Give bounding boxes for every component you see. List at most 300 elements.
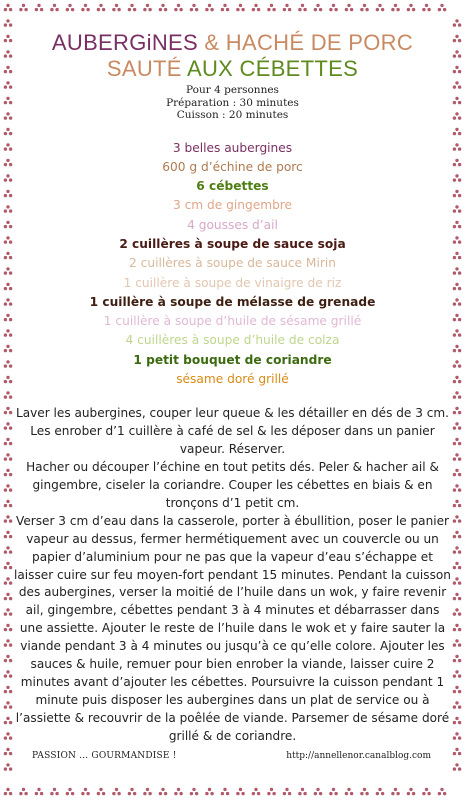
border-dot — [9, 411, 12, 414]
instruction-paragraph: Hacher ou découper l’échine en tout petits dés. Peler & hacher ail & gingembre, ciseler la coriandre. Couper les cébettes en biais & en tronçons d’1 petit cm. — [26, 460, 439, 510]
border-dot — [458, 721, 461, 724]
border-dot — [6, 655, 9, 658]
ingredient-item: 1 cuillère à soupe de vinaigre de riz — [123, 275, 342, 290]
border-dot — [6, 717, 9, 720]
ingredient-item: 3 cm de gingembre — [172, 198, 293, 213]
border-dot — [6, 112, 9, 115]
border-dot — [241, 8, 244, 11]
title-saute: SAUTÉ — [106, 56, 182, 81]
border-dot — [425, 4, 428, 7]
border-dot — [458, 504, 461, 507]
border-dot — [99, 4, 102, 7]
border-dot — [455, 174, 458, 177]
border-dot — [9, 597, 12, 600]
border-dot — [9, 792, 12, 795]
border-dot — [55, 8, 58, 11]
border-dot — [6, 329, 9, 332]
border-dot — [283, 8, 286, 11]
border-dot — [161, 4, 164, 7]
border-dot — [455, 159, 458, 162]
border-dot — [376, 8, 379, 11]
border-dot — [455, 577, 458, 580]
border-dot — [453, 302, 456, 305]
border-dot — [453, 225, 456, 228]
border-dot — [239, 4, 242, 7]
border-dot — [453, 597, 456, 600]
border-dot — [455, 97, 458, 100]
border-dot — [195, 792, 198, 795]
border-dot — [458, 550, 461, 553]
border-dot — [443, 792, 446, 795]
ingredient-item: 6 cébettes — [196, 179, 269, 194]
border-dot — [6, 66, 9, 69]
border-dot — [4, 209, 7, 212]
border-dot — [458, 54, 461, 57]
border-dot — [458, 519, 461, 522]
border-dot — [190, 792, 193, 795]
border-dot — [453, 426, 456, 429]
border-dot — [37, 4, 40, 7]
border-dot — [6, 407, 9, 410]
border-dot — [6, 4, 9, 7]
border-dot — [143, 792, 146, 795]
border-dot — [6, 562, 9, 565]
border-dot — [128, 792, 131, 795]
border-dot — [174, 792, 177, 795]
border-dot — [252, 8, 255, 11]
border-dot — [9, 721, 12, 724]
border-dot — [4, 767, 7, 770]
footer-url: http://annellenor.canalblog.com — [286, 751, 431, 761]
border-dot — [6, 639, 9, 642]
border-dot — [9, 70, 12, 73]
border-dot — [4, 457, 7, 460]
border-dot — [9, 256, 12, 259]
border-dot — [365, 8, 368, 11]
border-dot — [9, 659, 12, 662]
border-dot — [360, 8, 363, 11]
border-dot — [6, 500, 9, 503]
border-dot — [9, 612, 12, 615]
border-dot — [458, 225, 461, 228]
border-dot — [4, 643, 7, 646]
border-dot — [455, 655, 458, 658]
border-dot — [458, 318, 461, 321]
border-dot — [35, 792, 38, 795]
border-dot — [4, 8, 7, 11]
border-dot — [4, 504, 7, 507]
border-dot — [9, 85, 12, 88]
border-dot — [9, 240, 12, 243]
border-dot — [112, 792, 115, 795]
border-dot — [4, 550, 7, 553]
border-dot — [455, 112, 458, 115]
border-dot — [117, 8, 120, 11]
border-dot — [9, 767, 12, 770]
border-dot — [9, 209, 12, 212]
border-dot — [455, 190, 458, 193]
border-dot — [458, 178, 461, 181]
border-dot — [9, 519, 12, 522]
border-dot — [4, 752, 7, 755]
border-dot — [130, 4, 133, 7]
border-dot — [394, 4, 397, 7]
border-dot — [4, 271, 7, 274]
ingredient-item: 4 cuillères à soupe d’huile de colza — [125, 333, 340, 348]
border-dot — [453, 581, 456, 584]
border-dot — [6, 546, 9, 549]
border-dot — [117, 792, 120, 795]
border-dot — [50, 792, 53, 795]
border-dot — [4, 364, 7, 367]
border-dot — [440, 4, 443, 7]
border-dot — [381, 8, 384, 11]
servings: Pour 4 personnes — [186, 84, 279, 96]
border-dot — [455, 360, 458, 363]
border-dot — [102, 792, 105, 795]
border-dot — [133, 8, 136, 11]
border-dot — [9, 488, 12, 491]
prep-time: Préparation : 30 minutes — [166, 96, 299, 109]
border-dot — [22, 788, 25, 791]
border-dot — [50, 8, 53, 11]
border-dot — [455, 562, 458, 565]
border-dot — [363, 788, 366, 791]
border-dot — [254, 788, 257, 791]
border-dot — [453, 457, 456, 460]
border-dot — [4, 225, 7, 228]
border-dot — [412, 792, 415, 795]
border-dot — [24, 8, 27, 11]
border-dot — [455, 438, 458, 441]
title-ampersand: & — [204, 30, 220, 55]
border-dot — [115, 788, 118, 791]
border-dot — [396, 792, 399, 795]
border-dot — [4, 287, 7, 290]
border-dot — [455, 531, 458, 534]
border-dot — [458, 85, 461, 88]
border-dot — [6, 314, 9, 317]
border-dot — [455, 546, 458, 549]
border-dot — [270, 4, 273, 7]
border-dot — [272, 792, 275, 795]
border-dot — [458, 101, 461, 104]
border-dot — [4, 302, 7, 305]
border-dot — [66, 8, 69, 11]
border-dot — [458, 364, 461, 367]
border-dot — [6, 50, 9, 53]
border-dot — [9, 736, 12, 739]
border-dot — [453, 519, 456, 522]
border-dot — [453, 550, 456, 553]
border-dot — [4, 54, 7, 57]
border-dot — [396, 8, 399, 11]
border-dot — [347, 788, 350, 791]
border-dot — [453, 318, 456, 321]
border-dot — [391, 8, 394, 11]
border-dot — [453, 705, 456, 708]
border-dot — [6, 515, 9, 518]
border-dot — [37, 788, 40, 791]
border-dot — [6, 190, 9, 193]
border-dot — [6, 143, 9, 146]
border-dot — [159, 8, 162, 11]
border-dot — [458, 333, 461, 336]
border-dot — [22, 4, 25, 7]
border-dot — [4, 380, 7, 383]
border-dot — [458, 705, 461, 708]
border-dot — [6, 174, 9, 177]
border-dot — [4, 597, 7, 600]
border-dot — [319, 8, 322, 11]
border-dot — [19, 792, 22, 795]
border-dot — [458, 23, 461, 26]
border-dot — [453, 116, 456, 119]
border-dot — [6, 19, 9, 22]
border-dot — [453, 209, 456, 212]
border-dot — [270, 788, 273, 791]
border-dot — [422, 792, 425, 795]
border-dot — [458, 581, 461, 584]
border-dot — [4, 23, 7, 26]
border-dot — [422, 8, 425, 11]
border-dot — [4, 705, 7, 708]
border-dot — [9, 395, 12, 398]
border-dot — [453, 566, 456, 569]
border-dot — [221, 792, 224, 795]
border-dot — [223, 4, 226, 7]
border-dot — [130, 788, 133, 791]
border-dot — [4, 628, 7, 631]
border-dot — [458, 302, 461, 305]
border-dot — [6, 577, 9, 580]
border-dot — [9, 457, 12, 460]
border-dot — [334, 792, 337, 795]
border-dot — [453, 70, 456, 73]
border-dot — [4, 163, 7, 166]
border-dot — [6, 748, 9, 751]
border-dot — [455, 128, 458, 131]
border-dot — [453, 380, 456, 383]
recipe-meta — [14, 84, 451, 122]
border-dot — [314, 8, 317, 11]
border-dot — [40, 8, 43, 11]
instruction-paragraph: Laver les aubergines, couper leur queue & les détailler en dés de 3 cm. Les enrober d’1 cuillère à café de sel & les déposer dans un panier vapeur. Réserver. — [15, 406, 450, 457]
border-dot — [6, 391, 9, 394]
border-dot — [458, 752, 461, 755]
border-dot — [409, 4, 412, 7]
border-dot — [453, 473, 456, 476]
border-dot — [453, 256, 456, 259]
border-dot — [4, 395, 7, 398]
ingredient-item: sésame doré grillé — [176, 372, 289, 387]
border-dot — [66, 792, 69, 795]
border-dot — [4, 535, 7, 538]
border-dot — [55, 792, 58, 795]
border-dot — [146, 4, 149, 7]
border-dot — [164, 8, 167, 11]
border-dot — [9, 54, 12, 57]
border-dot — [453, 333, 456, 336]
border-dot — [314, 792, 317, 795]
border-dot — [303, 792, 306, 795]
recipe-title — [14, 30, 451, 82]
border-dot — [9, 643, 12, 646]
border-dot — [190, 8, 193, 11]
border-dot — [9, 473, 12, 476]
border-dot — [458, 287, 461, 290]
border-dot — [102, 8, 105, 11]
border-dot — [453, 721, 456, 724]
border-dot — [6, 81, 9, 84]
border-dot — [4, 659, 7, 662]
border-dot — [332, 4, 335, 7]
border-dot — [288, 792, 291, 795]
border-dot — [6, 608, 9, 611]
title-aux-cebettes: AUX CÉBETTES — [186, 56, 359, 81]
border-dot — [6, 484, 9, 487]
border-dot — [9, 271, 12, 274]
border-dot — [6, 701, 9, 704]
title-line-1 — [14, 30, 451, 56]
recipe-content — [14, 30, 451, 746]
border-dot — [4, 333, 7, 336]
border-dot — [84, 4, 87, 7]
border-dot — [378, 788, 381, 791]
border-dot — [9, 535, 12, 538]
border-dot — [453, 240, 456, 243]
border-dot — [223, 788, 226, 791]
border-dot — [9, 705, 12, 708]
border-dot — [455, 686, 458, 689]
border-dot — [453, 643, 456, 646]
border-dot — [458, 597, 461, 600]
title-hache-de-porc: HACHÉ DE PORC — [225, 30, 414, 55]
border-dot — [453, 535, 456, 538]
border-dot — [4, 736, 7, 739]
border-dot — [455, 422, 458, 425]
border-dot — [288, 8, 291, 11]
border-dot — [455, 267, 458, 270]
border-dot — [195, 8, 198, 11]
border-dot — [453, 504, 456, 507]
border-dot — [363, 4, 366, 7]
border-dot — [453, 674, 456, 677]
ingredient-item: 1 cuillère à soupe de mélasse de grenade — [89, 294, 376, 309]
border-dot — [453, 736, 456, 739]
border-dot — [458, 442, 461, 445]
border-dot — [112, 8, 115, 11]
border-dot — [4, 411, 7, 414]
border-dot — [425, 788, 428, 791]
border-dot — [427, 792, 430, 795]
ingredient-item: 1 cuillère à soupe d’huile de sésame grillé — [103, 314, 362, 329]
border-dot — [458, 767, 461, 770]
border-dot — [236, 792, 239, 795]
border-dot — [4, 178, 7, 181]
border-dot — [455, 221, 458, 224]
border-dot — [458, 163, 461, 166]
border-dot — [159, 792, 162, 795]
border-dot — [455, 515, 458, 518]
border-dot — [9, 581, 12, 584]
border-dot — [438, 8, 441, 11]
border-dot — [458, 349, 461, 352]
ingredient-item: 1 petit bouquet de coriandre — [133, 352, 332, 367]
border-dot — [71, 8, 74, 11]
border-dot — [285, 788, 288, 791]
border-dot — [4, 566, 7, 569]
border-dot — [4, 721, 7, 724]
border-dot — [455, 345, 458, 348]
border-dot — [4, 194, 7, 197]
border-dot — [133, 792, 136, 795]
border-dot — [4, 674, 7, 677]
border-dot — [6, 422, 9, 425]
border-dot — [4, 39, 7, 42]
border-dot — [455, 500, 458, 503]
border-dot — [6, 298, 9, 301]
border-dot — [453, 364, 456, 367]
border-dot — [40, 792, 43, 795]
border-dot — [407, 8, 410, 11]
border-dot — [205, 8, 208, 11]
border-dot — [97, 8, 100, 11]
border-dot — [458, 380, 461, 383]
border-dot — [453, 54, 456, 57]
border-dot — [453, 147, 456, 150]
border-dot — [360, 792, 363, 795]
border-dot — [455, 50, 458, 53]
instructions — [14, 405, 451, 745]
border-dot — [9, 426, 12, 429]
border-dot — [427, 8, 430, 11]
border-dot — [6, 531, 9, 534]
border-dot — [174, 8, 177, 11]
border-dot — [455, 469, 458, 472]
border-dot — [455, 484, 458, 487]
border-dot — [455, 763, 458, 766]
border-dot — [303, 8, 306, 11]
border-dot — [453, 101, 456, 104]
border-dot — [455, 236, 458, 239]
border-dot — [455, 624, 458, 627]
border-dot — [455, 66, 458, 69]
border-dot — [453, 178, 456, 181]
border-dot — [285, 4, 288, 7]
border-dot — [6, 670, 9, 673]
border-dot — [455, 81, 458, 84]
border-dot — [9, 147, 12, 150]
footer-tagline: PASSION … GOURMANDISE ! — [32, 751, 177, 761]
border-dot — [239, 788, 242, 791]
ingredient-item: 2 cuillères à soupe de sauce soja — [119, 236, 346, 251]
border-dot — [192, 4, 195, 7]
instruction-paragraph: Verser 3 cm d’eau dans la casserole, porter à ébullition, poser le panier vapeur au dessus, fermer hermétiquement avec un couvercle ou un papier d’aluminium pour ne pas que la vapeur d’eau s’échappe et laisser cuire sur feu moyen-fort pendant 15 minutes. Pendant la cuisson des aubergines, verser la moitié de l’huile dans un wok, y faire revenir ail, gingembre, cébettes pendant 3 à 4 minutes et débarrasser dans une assiette. Ajouter le reste de l’huile dans le wok et y faire sauter la viande pendant 3 à 4 minutes ou jusqu’à ce qu’elle colore. Ajouter les sauces & huile, remuer pour bien enrober la viande, laisser cuire 2 minutes avant d’ajouter les cébettes. Poursuivre la cuisson pendant 1 minute puis disposer les aubergines dans un plat de service ou à l’assiette & recouvrir de la poêlée de viande. Parsemer de sésame doré grillé & de coriandre. — [14, 513, 451, 743]
border-dot — [99, 788, 102, 791]
border-dot — [6, 128, 9, 131]
border-dot — [177, 4, 180, 7]
border-dot — [4, 147, 7, 150]
border-dot — [9, 442, 12, 445]
border-dot — [6, 593, 9, 596]
border-dot — [257, 792, 260, 795]
border-dot — [365, 792, 368, 795]
border-dot — [143, 8, 146, 11]
border-dot — [345, 792, 348, 795]
border-dot — [376, 792, 379, 795]
title-aubergines: AUBERGiNES — [51, 30, 198, 55]
